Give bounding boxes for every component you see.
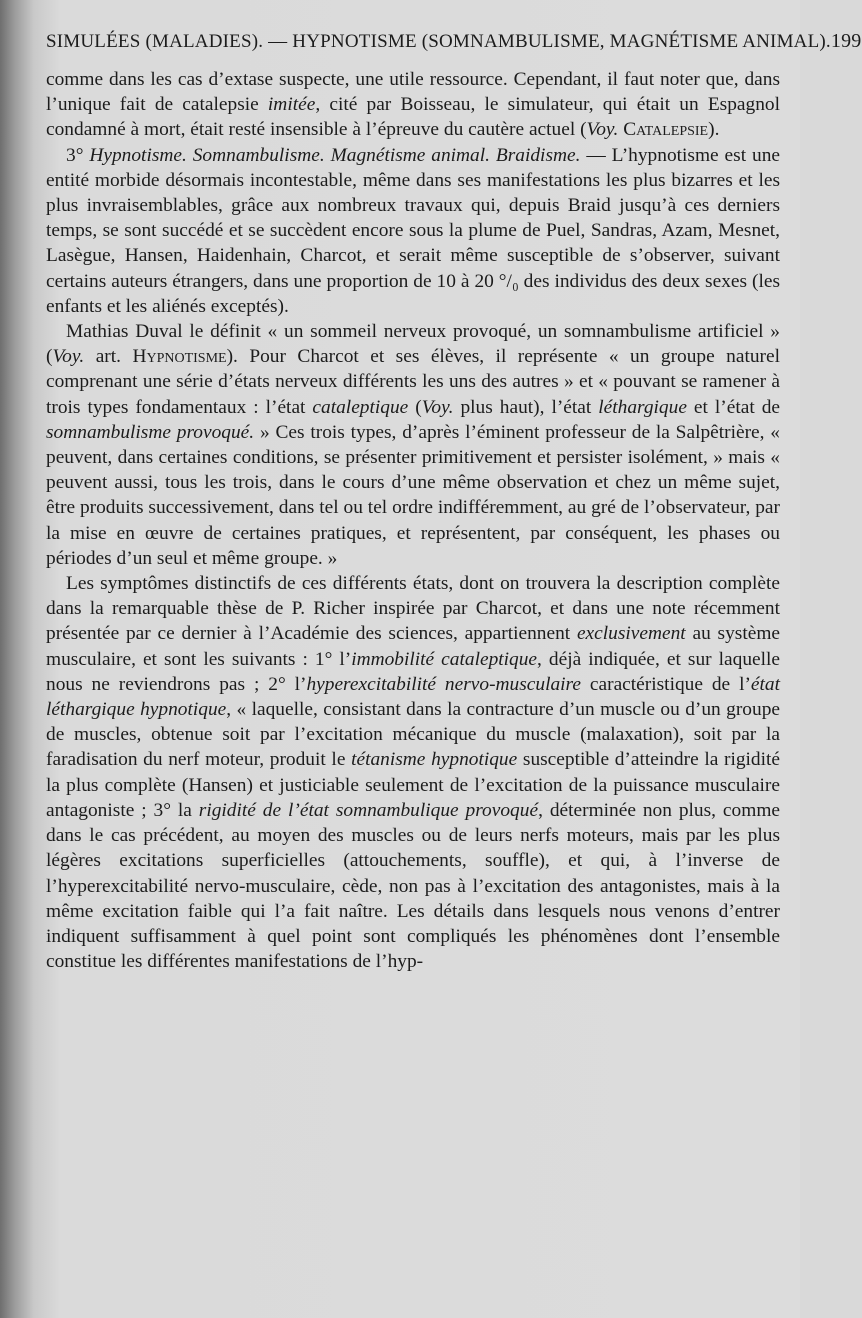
text-run: Les symptômes distinctifs de ces différents états, dont on trouvera la description complète dans la remarquable thèse de P. Richer inspirée par Charcot, et dans une note récemment présentée par ce dernier à l’Académie des sciences, appartiennent [46, 573, 780, 645]
paragraph-3 [46, 319, 780, 571]
italic-run: imitée [267, 94, 316, 116]
italic-run: hyperexcitabilité nervo-musculaire [306, 673, 581, 695]
italic-run: cataleptique [312, 396, 409, 418]
italic-run: état léthargique hypnotique [46, 673, 780, 721]
italic-run: exclusivement [576, 623, 686, 645]
text-run: susceptible d’atteindre la rigidité la plus complète (Hansen) et justiciable seulement de l’excitation de la puissance musculaire antagoniste ; 3° la [46, 749, 781, 821]
italic-run: somnambulisme provoqué. [46, 421, 255, 443]
running-title: SIMULÉES (MALADIES). — HYPNOTISME (SOMNAMBULISME, MAGNÉTISME ANIMAL). [46, 31, 831, 52]
section-number: 3° [66, 144, 90, 166]
paragraph-2 [46, 143, 780, 319]
italic-run: Voy. [421, 396, 454, 418]
text-run: caractéristique de l’ [581, 673, 751, 695]
text-run: au système musculaire, et sont les suivants : 1° l’ [46, 623, 781, 670]
body-text [46, 67, 780, 974]
text-run: plus haut), l’état [453, 396, 599, 418]
italic-run: rigidité de l’état somnambulique provoqué [198, 799, 539, 821]
text-run: ). Pour Charcot et ses élèves, il représente « un groupe naturel comprenant une série d’états nerveux différents les uns des autres » et « pouvant se ramener à trois types fondamentaux : l’état [46, 346, 780, 418]
italic-run: Voy. [52, 346, 85, 368]
italic-run: Voy. [586, 119, 619, 141]
italic-run: immobilité cataleptique [351, 648, 538, 670]
text-run: et l’état de [686, 396, 780, 418]
text-run: — L’hypnotisme est une entité morbide désormais incontestable, même dans ses manifestations les plus bizarres et les plus invraisemblables, grâce aux nombreux travaux qui, depuis Braid jusqu’à ces derniers temps, se sont succédé et se succèdent encore sous la plume de Puel, Sandras, Azam, Mesnet, Lasègue, Hansen, Haidenhain, Charcot, et serait même susceptible de s’observer, suivant certains auteurs étrangers, dans une proportion de 10 à 20 °/₀ des individus des deux sexes (les enfants et les aliénés exceptés). [46, 144, 780, 317]
paragraph-1 [46, 67, 780, 143]
small-caps-run: Hypnotisme [132, 346, 227, 368]
italic-run: tétanisme hypnotique [351, 749, 518, 771]
text-run: Mathias Duval le définit « un sommeil nerveux provoqué, un somnambulisme artificiel » ( [46, 321, 780, 368]
text-run: ). [708, 119, 720, 141]
text-run: art. [84, 346, 133, 368]
text-run: , déterminée non plus, comme dans le cas précédent, au moyen des muscles ou de leurs nerfs moteurs, mais par les plus légères excitations superficielles (attouchements, souffle), et qui, à l’inverse de l’hyperexcitabilité nervo-musculaire, cède, non pas à l’excitation des antagonistes, mais à la même excitation faible qui l’a fait naître. Les détails dans lesquels nous venons d’entrer indiquent suffisamment à quel point sont compliqués les phénomènes dont l’ensemble constitue les différentes manifestations de l’hyp- [46, 799, 781, 973]
paragraph-4 [46, 571, 780, 974]
text-run: , cité par Boisseau, le simulateur, qui était un Espagnol condamné à mort, était resté insensible à l’épreuve du cautère actuel ( [46, 94, 781, 141]
running-head [46, 30, 862, 53]
small-caps-run: Catalepsie [623, 119, 709, 141]
italic-run: léthargique [598, 396, 687, 418]
section-heading: Hypnotisme. Somnambulisme. Magnétisme animal. Braidisme. [89, 144, 581, 166]
page-number: 199 [830, 30, 862, 52]
text-run: , déjà indiquée, et sur laquelle nous ne reviendrons pas ; 2° l’ [46, 648, 781, 695]
text-run: » Ces trois types, d’après l’éminent professeur de la Salpêtrière, « peuvent, dans certaines conditions, se présenter primitivement et persister isolément, » mais « peuvent aussi, tous les trois, dans le cours d’une même observation et chez un même sujet, être produits successivement, dans tel ou tel ordre indifféremment, au gré de l’observateur, par la mise en œuvre de certaines pratiques, et représentent, par conséquent, les phases ou périodes d’un seul et même groupe. » [46, 421, 781, 569]
text-run: ( [408, 396, 422, 418]
text-run: comme dans les cas d’extase suspecte, une utile ressource. Cependant, il faut noter que, dans l’unique fait de catalepsie [46, 69, 780, 116]
text-run: , « laquelle, consistant dans la contracture d’un muscle ou d’un groupe de muscles, obtenue soit par l’excitation mécanique du muscle (malaxation), soit par la faradisation du nerf moteur, produit le [46, 699, 781, 771]
